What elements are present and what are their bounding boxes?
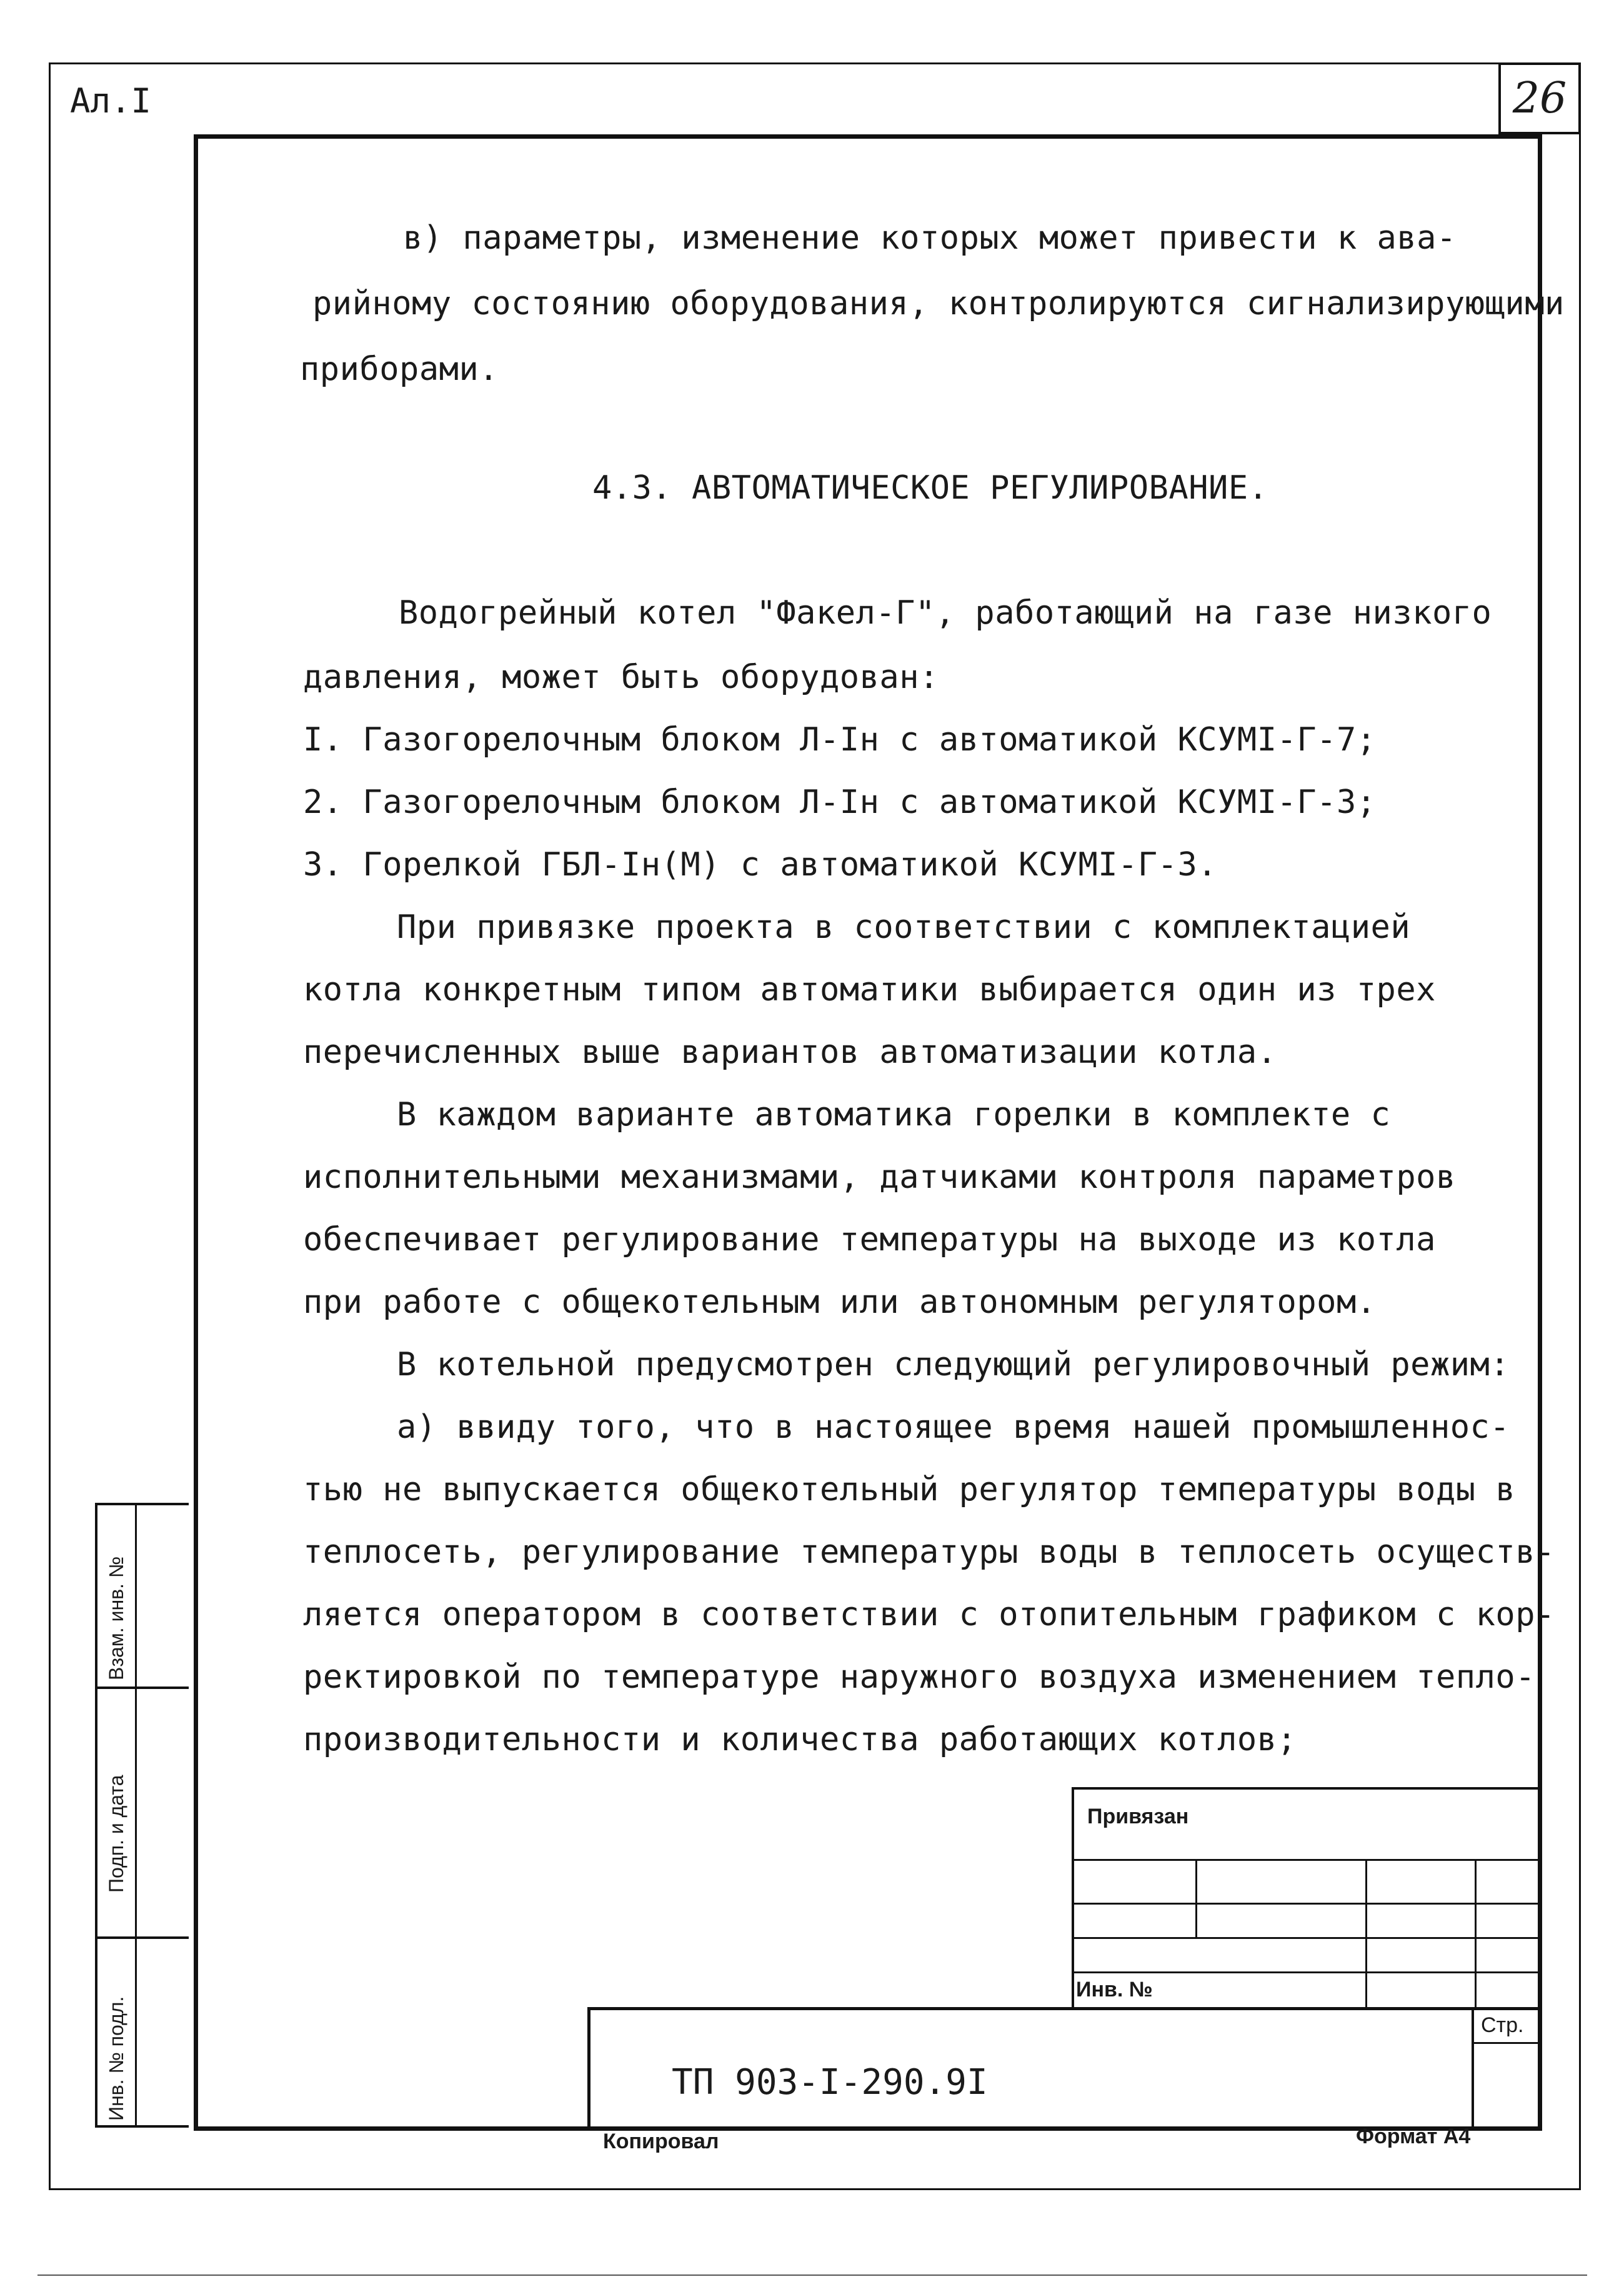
- inv-original-label: Инв. № подл.: [105, 1996, 127, 2121]
- sheet-label: Ал.I: [70, 81, 152, 121]
- text-line: рийному состоянию оборудования, контролируются сигнализирующими: [312, 285, 1565, 322]
- text-line: в) параметры, изменение которых может привести к ава-: [403, 219, 1457, 257]
- trim-line: [37, 2275, 1587, 2276]
- text-line: В каждом варианте автоматика горелки в комплекте с: [397, 1096, 1391, 1134]
- format-label: Формат А4: [1356, 2125, 1471, 2148]
- text-line: Водогрейный котел "Факел-Г", работающий на газе низкого: [399, 594, 1492, 632]
- bound-label: Привязан: [1087, 1805, 1189, 1828]
- inv-number-label: Инв. №: [1076, 1978, 1153, 2001]
- text-line: давления, может быть оборудован:: [303, 659, 939, 696]
- page-number: 26: [1498, 62, 1581, 134]
- text-line: теплосеть, регулирование температуры воды в теплосеть осуществ-: [303, 1533, 1555, 1571]
- text-line: тью не выпускается общекотельный регулятор температуры воды в: [303, 1471, 1516, 1508]
- text-line: при работе с общекотельным или автономным регулятором.: [303, 1283, 1377, 1321]
- text-line: 3. Горелкой ГБЛ-Iн(М) с автоматикой КСУМI-Г-3.: [303, 846, 1218, 884]
- sign-date-label: Подп. и дата: [105, 1775, 127, 1893]
- text-line: 2. Газогорелочным блоком Л-Iн с автоматикой КСУМI-Г-3;: [303, 784, 1377, 821]
- text-line: В котельной предусмотрен следующий регулировочный режим:: [397, 1346, 1510, 1383]
- section-heading: 4.3. АВТОМАТИЧЕСКОЕ РЕГУЛИРОВАНИЕ.: [592, 469, 1268, 507]
- text-line: а) ввиду того, что в настоящее время нашей промышленнос-: [397, 1408, 1510, 1446]
- copied-by-label: Копировал: [603, 2130, 719, 2153]
- document-code: ТП 903-I-290.9I: [672, 2062, 988, 2103]
- replace-inv-label: Взам. инв. №: [105, 1556, 127, 1680]
- text-line: приборами.: [300, 351, 499, 388]
- text-line: перечисленных выше вариантов автоматизации котла.: [303, 1034, 1277, 1071]
- text-line: ректировкой по температуре наружного воздуха изменением тепло-: [303, 1658, 1536, 1696]
- text-line: производительности и количества работающих котлов;: [303, 1721, 1297, 1758]
- text-line: котла конкретным типом автоматики выбирается один из трех: [303, 971, 1436, 1009]
- text-line: обеспечивает регулирование температуры на выходе из котла: [303, 1221, 1436, 1258]
- sheet-cell-label: Стр.: [1481, 2013, 1524, 2037]
- text-line: I. Газогорелочным блоком Л-Iн с автоматикой КСУМI-Г-7;: [303, 721, 1377, 759]
- text-line: исполнительными механизмами, датчиками контроля параметров: [303, 1158, 1456, 1196]
- text-line: ляется оператором в соответствии с отопительным графиком с кор-: [303, 1596, 1555, 1633]
- text-line: При привязке проекта в соответствии с комплектацией: [397, 909, 1411, 946]
- side-stamp: [95, 1503, 189, 2128]
